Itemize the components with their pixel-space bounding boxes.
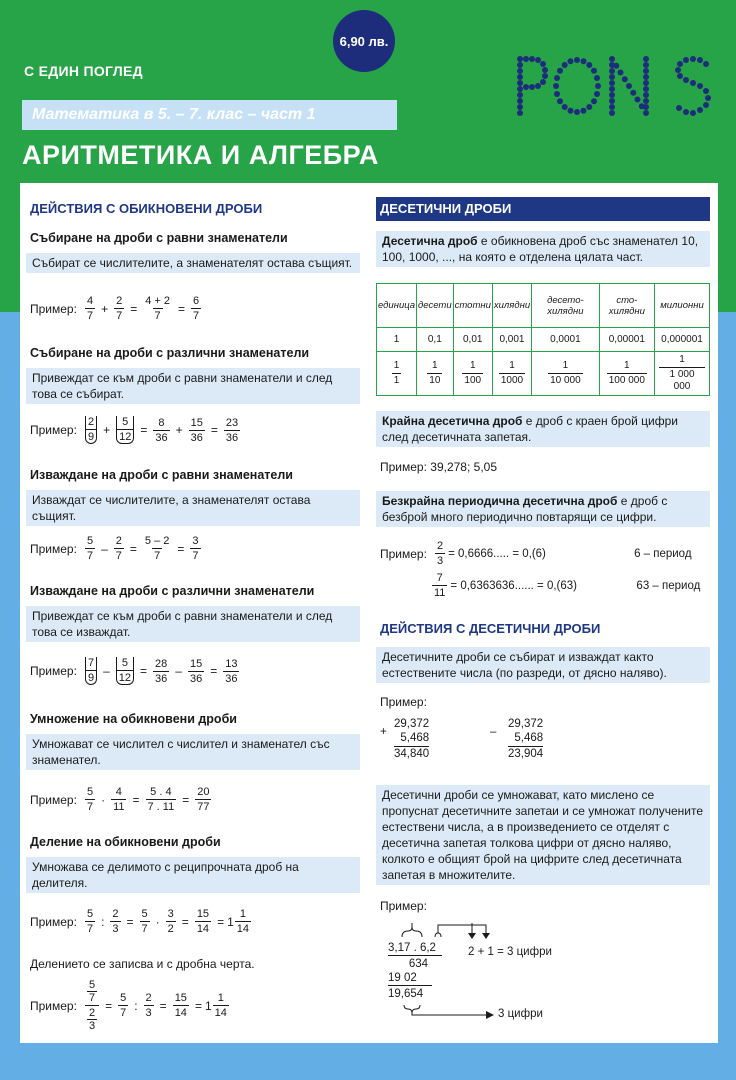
fraction: $\frac{5}{7}$ [120, 992, 127, 1019]
fraction: 5 7 [86, 908, 94, 935]
logo-dot [594, 75, 600, 81]
logo-dot [517, 56, 523, 62]
logo-dot [517, 74, 523, 80]
logo-dot [683, 57, 689, 63]
logo-dot [643, 86, 649, 92]
example-label: Пример: [380, 695, 427, 709]
logo-dot [591, 68, 597, 74]
fraction: $\frac{5 . 4}{7 . 11}$ [147, 786, 175, 813]
table-cell-fraction: $\frac{1}{1}$ [377, 352, 417, 396]
multiplication-example: 3,17 . 6,2 634 19 02 19,654 2 + 1 = 3 цифри 3 цифри [386, 923, 706, 1023]
fraction: 5 7 [86, 786, 94, 813]
infinite-example-1: Пример: $\frac{2}{3}$ = 0,6666..... = 0,(6) 6 – период [380, 540, 692, 567]
logo-dot [618, 70, 624, 76]
fraction: 1 14 [214, 992, 227, 1019]
logo-dot [622, 76, 628, 82]
logo-dot [517, 92, 523, 98]
table-cell: 0,001 [492, 328, 531, 352]
table-cell-fraction: $\frac{1}{1 000 000}$ [655, 352, 710, 396]
multiply-rule: Десетични дроби се умножават, като мислено се пропуснат десетичните запетаи и се умножат получените естествени числа, а в произведението се отделят с десетична запетая толкова цифри от дясно наляво, колкото е общият брой на цифрите след десетичната запетая в множителите. [376, 785, 710, 885]
table-cell: 0,000001 [655, 328, 710, 352]
fraction: $\frac{5}{12}$ [116, 416, 134, 444]
logo-dot [643, 62, 649, 68]
logo-dot [517, 104, 523, 110]
logo-dot [574, 109, 580, 115]
add-rule: Десетичните дроби се събират и изваждат както естествените числа (по разреди, от дясно наляво). [376, 647, 710, 683]
table-cell: 1 [377, 328, 417, 352]
logo-dot [529, 84, 535, 90]
table-header: хилядни [492, 284, 531, 328]
logo-dot [643, 98, 649, 104]
finite-example: Пример: 39,278; 5,05 [380, 460, 497, 474]
logo-dot [529, 56, 535, 62]
table-cell: 0,01 [453, 328, 492, 352]
table-cell-fraction: $\frac{1}{1000}$ [492, 352, 531, 396]
fraction: $\frac{15}{36}$ [189, 657, 203, 685]
fraction: 7 9 [85, 657, 97, 685]
logo-dot [595, 83, 601, 89]
s2-example: Пример: 2 9 + $\frac{5}{12}$ = $\frac{8}{36}$ + $\frac{15}{36}$ = $\frac{23}{36}$ [30, 416, 239, 444]
fraction: 2 9 [85, 416, 97, 444]
logo-dot [643, 56, 649, 62]
s3-title: Изваждане на дроби с равни знаменатели [30, 468, 293, 482]
logo-dot [517, 86, 523, 92]
fraction: $\frac{23}{36}$ [225, 416, 239, 444]
fraction: 5 7 [86, 535, 94, 562]
logo-dot [677, 73, 683, 79]
fraction: $\frac{2}{7}$ [115, 535, 122, 562]
fraction: $\frac{5}{12}$ [116, 657, 134, 685]
logo-dot [609, 86, 615, 92]
logo-dot [609, 110, 615, 116]
fraction: $\frac{20}{77}$ [197, 786, 210, 813]
s5-title: Умножение на обикновени дроби [30, 712, 237, 726]
pons-logo [514, 55, 716, 117]
infinite-example-2: $\frac{7}{11}$ = 0,6363636...... = 0,(63) 63 – период [434, 572, 701, 599]
table-header: десети [417, 284, 454, 328]
decimal-definition: Десетична дроб е обикновена дроб със знаменател 10, 100, 1000, ..., на която е отделена цялата част. [376, 231, 710, 267]
fraction: $\frac{15}{36}$ [190, 416, 203, 444]
table-cell-fraction: $\frac{1}{10 000}$ [532, 352, 600, 396]
logo-dot [517, 62, 523, 68]
s6-rule: Умножава се делимото с реципрочната дроб на делителя. [26, 857, 360, 893]
logo-dot [581, 58, 587, 64]
logo-dot [643, 74, 649, 80]
logo-dot [562, 62, 568, 68]
logo-dot [675, 67, 681, 73]
place-value-table [376, 283, 710, 396]
logo-dot [581, 108, 587, 114]
fraction: $\frac{15}{14}$ [174, 992, 187, 1019]
s3-rule: Изваждат се числителите, а знаменателят остава същият. [26, 490, 360, 526]
table-cell-fraction: $\frac{1}{100}$ [453, 352, 492, 396]
logo-dot [523, 84, 529, 90]
logo-dot [542, 73, 548, 79]
infinite-definition: Безкрайна периодична десетична дроб е дроб с безброй много периодично повтарящи се цифри. [376, 491, 710, 527]
logo-dot [609, 56, 615, 62]
fraction: $\frac{28}{36}$ [155, 657, 168, 685]
logo-dot [703, 102, 709, 108]
logo-dot [697, 57, 703, 63]
result-digits-note: 3 цифри [498, 1008, 543, 1020]
logo-dot [676, 105, 682, 111]
logo-dot [517, 98, 523, 104]
logo-dot [697, 83, 703, 89]
fraction: $\frac{13}{36}$ [225, 657, 238, 685]
logo-dot [609, 68, 615, 74]
table-header: десето-хилядни [532, 284, 600, 328]
logo-dot [630, 90, 636, 96]
logo-dot [683, 109, 689, 115]
s1-title: Събиране на дроби с равни знаменатели [30, 231, 288, 245]
s6-example: Пример: 5 7 : $\frac{2}{3}$ = $\frac{5}{7}$ · $\frac{3}{2}$ = $\frac{15}{14}$ = 1 1 14 [30, 908, 250, 935]
logo-dot [540, 79, 546, 85]
logo-dot [568, 108, 574, 114]
logo-dot [554, 75, 560, 81]
finite-definition: Крайна десетична дроб е дроб с краен брой цифри след десетичната запетая. [376, 411, 710, 447]
page-title: АРИТМЕТИКА И АЛГЕБРА [22, 140, 379, 170]
table-cell: 0,1 [417, 328, 454, 352]
fraction: $\frac{2}{3}$ [112, 908, 119, 935]
logo-dot [643, 80, 649, 86]
example-label: Пример: [380, 899, 427, 913]
fraction: 1 14 [236, 908, 250, 935]
logo-dot [690, 110, 696, 116]
logo-dot [517, 110, 523, 116]
subtitle: Математика в 5. – 7. клас – част 1 [32, 106, 316, 123]
decimals-heading: ДЕСЕТИЧНИ ДРОБИ [376, 197, 710, 221]
logo-dot [703, 88, 709, 94]
s6-title: Деление на обикновени дроби [30, 835, 221, 849]
fraction: $\frac{8}{36}$ [155, 416, 168, 444]
s5-rule: Умножават се числител с числител и знаменател със знаменател. [26, 734, 360, 770]
fraction: $\frac{3}{7}$ [192, 535, 199, 562]
logo-dot [690, 56, 696, 62]
s5-example: Пример: 5 7 · $\frac{4}{11}$ = $\frac{5 . 4}{7 . 11}$ = $\frac{20}{77}$ [30, 786, 210, 813]
s1-example: Пример: 4 7 + $\frac{2}{7}$ = $\frac{4 + 2}{7}$ = $\frac{6}{7}$ [30, 295, 200, 322]
table-cell-fraction: $\frac{1}{100 000}$ [599, 352, 654, 396]
logo-dot [591, 98, 597, 104]
s2-title: Събиране на дроби с различни знаменатели [30, 346, 310, 360]
fraction: $\frac{6}{7}$ [193, 295, 200, 322]
decimal-ops-heading: ДЕЙСТВИЯ С ДЕСЕТИЧНИ ДРОБИ [380, 621, 601, 636]
logo-dot [613, 63, 619, 69]
logo-dot [594, 91, 600, 97]
logo-dot [562, 104, 568, 110]
table-header: единица [377, 284, 417, 328]
s4-title: Изваждане на дроби с различни знаменатели [30, 584, 315, 598]
logo-dot [609, 104, 615, 110]
logo-dot [586, 104, 592, 110]
logo-dot [609, 80, 615, 86]
s6-note: Делението се записва и с дробна черта. [30, 957, 255, 971]
table-header: стотни [453, 284, 492, 328]
table-cell: 0,00001 [599, 328, 654, 352]
logo-dot [609, 74, 615, 80]
logo-dot [557, 98, 563, 104]
logo-dot [690, 80, 696, 86]
digit-count: 2 + 1 = 3 цифри [468, 946, 552, 958]
logo-dot [586, 62, 592, 68]
logo-dot [643, 68, 649, 74]
logo-dot [703, 61, 709, 67]
fraction: $\frac{5}{7}$ [141, 908, 148, 935]
s3-example: Пример: 5 7 – $\frac{2}{7}$ = $\frac{5 - 2}{7}$ = $\frac{3}{7}$ [30, 535, 199, 562]
logo-dot [639, 103, 645, 109]
subtitle-bar [22, 100, 397, 130]
logo-dot [523, 56, 529, 62]
subtraction-example: – 29,372 5,468 23,904 [490, 718, 544, 760]
logo-dot [535, 57, 541, 63]
table-cell-fraction: $\frac{1}{10}$ [417, 352, 454, 396]
left-heading: ДЕЙСТВИЯ С ОБИКНОВЕНИ ДРОБИ [30, 201, 263, 216]
s4-rule: Привеждат се към дроби с равни знаменатели и след това се изваждат. [26, 606, 360, 642]
fraction: $\frac{15}{14}$ [196, 908, 210, 935]
logo-dot [683, 77, 689, 83]
logo-dot [643, 110, 649, 116]
logo-dot [535, 83, 541, 89]
s4-example: Пример: 7 9 – $\frac{5}{12}$ = $\frac{28}{36}$ – $\frac{15}{36}$ = $\frac{13}{36}$ [30, 657, 238, 685]
fraction: $\frac{5 - 2}{7}$ [144, 535, 170, 562]
table-header: милионни [655, 284, 710, 328]
s2-rule: Привеждат се към дроби с равни знаменатели и след това се събират. [26, 368, 360, 404]
compound-fraction: 5 7 2 3 [85, 979, 99, 1032]
s1-rule: Събират се числителите, а знаменателят остава същият. [26, 253, 360, 273]
logo-dot [677, 61, 683, 67]
logo-dot [609, 98, 615, 104]
logo-dot [643, 92, 649, 98]
fraction: $\frac{3}{2}$ [167, 908, 174, 935]
logo-dot [517, 68, 523, 74]
logo-dot [705, 95, 711, 101]
logo-dot [517, 80, 523, 86]
fraction: $\frac{2}{7}$ [116, 295, 123, 322]
logo-dot [697, 107, 703, 113]
table-cell: 0,0001 [532, 328, 600, 352]
price-badge: 6,90 лв. [333, 10, 395, 72]
logo-dot [554, 91, 560, 97]
logo-dot [635, 97, 641, 103]
fraction: $\frac{4 + 2}{7}$ [145, 295, 170, 322]
logo-dot [574, 57, 580, 63]
series-label: С ЕДИН ПОГЛЕД [24, 63, 143, 79]
logo-dot [542, 67, 548, 73]
logo-dot [557, 68, 563, 74]
fraction: $\frac{4}{11}$ [113, 786, 125, 813]
logo-dot [540, 61, 546, 67]
logo-dot [553, 83, 559, 89]
content-panel [20, 183, 718, 1043]
logo-dot [568, 58, 574, 64]
logo-dot [626, 83, 632, 89]
example-label: Пример: [30, 301, 77, 316]
logo-dot [609, 92, 615, 98]
fraction: 4 7 [86, 295, 94, 322]
fraction: $\frac{2}{3}$ [145, 992, 152, 1019]
s6-example-2: Пример: 5 7 2 3 = $\frac{5}{7}$ : $\frac{2}{3}$ = $\frac{15}{14}$ = 1 1 14 [30, 979, 227, 1032]
addition-example: + 29,372 5,468 34,840 [380, 718, 430, 760]
multiplication-arrows [386, 923, 706, 1023]
table-header: сто-хилядни [599, 284, 654, 328]
